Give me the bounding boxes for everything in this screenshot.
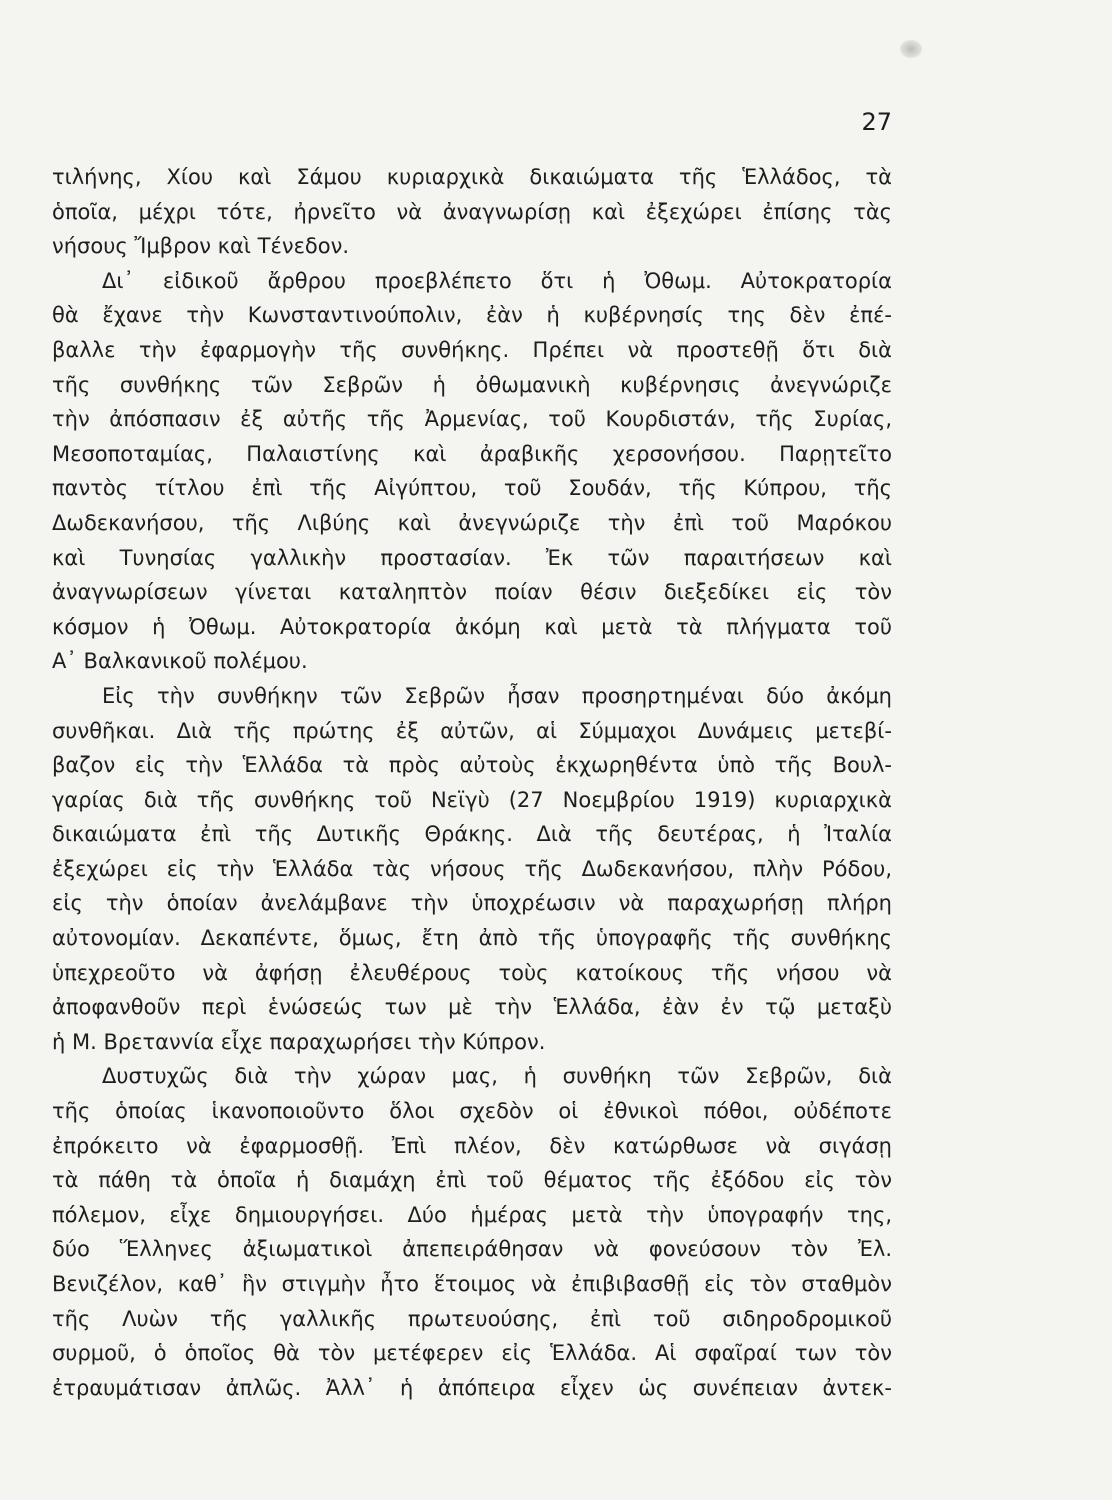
text-line: δικαιώματα ἐπὶ τῆς Δυτικῆς Θράκης. Διὰ τῆς δευτέρας, ἡ Ἰταλία	[52, 822, 892, 847]
text-line: εἰς τὴν ὁποίαν ἀνελάμβανε τὴν ὑποχρέωσιν νὰ παραχωρήσῃ πλήρη	[52, 891, 892, 916]
body-text	[52, 160, 892, 1405]
text-line: γαρίας διὰ τῆς συνθήκης τοῦ Νεϊγὺ (27 Νοεμβρίου 1919) κυριαρχικὰ	[52, 787, 892, 812]
text-line: συνθῆκαι. Διὰ τῆς πρώτης ἐξ αὐτῶν, αἱ Σύμμαχοι Δυνάμεις μετεβί-	[52, 718, 892, 743]
text-line: ἡ Μ. Βρετανvία εἶχε παραχωρήσει τὴν Κύπρον.	[52, 1029, 546, 1054]
text-line: ἐτραυμάτισαν ἀπλῶς. Ἀλλ᾽ ἡ ἀπόπειρα εἶχεν ὡς συνέπειαν ἀντεκ-	[52, 1375, 892, 1400]
text-line: ἀποφανθοῦν περὶ ἑνώσεώς των μὲ τὴν Ἑλλάδα, ἐὰν ἐν τῷ μεταξὺ	[52, 995, 892, 1020]
text-line: Εἰς τὴν συνθήκην τῶν Σεβρῶν ἦσαν προσηρτημέναι δύο ἀκόμη	[102, 683, 892, 708]
text-line: συρμοῦ, ὁ ὁποῖος θὰ τὸν μετέφερεν εἰς Ἑλλάδα. Αἱ σφαῖραί των τὸν	[52, 1341, 892, 1366]
text-line: τῆς συνθήκης τῶν Σεβρῶν ἡ ὀθωμανικὴ κυβέρνησις ἀνεγνώριζε	[52, 372, 892, 397]
text-line: Δυστυχῶς διὰ τὴν χώραν μας, ἡ συνθήκη τῶν Σεβρῶν, διὰ	[102, 1064, 892, 1089]
text-line: Δωδεκανήσου, τῆς Λιβύης καὶ ἀνεγνώριζε τὴν ἐπὶ τοῦ Μαρόκου	[52, 510, 892, 535]
paper-smudge	[900, 40, 922, 58]
text-line: τὴν ἀπόσπασιν ἐξ αὐτῆς τῆς Ἀρμενίας, τοῦ Κουρδιστάν, τῆς Συρίας,	[52, 407, 892, 432]
text-line: πόλεμον, εἶχε δημιουργήσει. Δύο ἡμέρας μετὰ τὴν ὑπογραφήν της,	[52, 1202, 892, 1227]
text-line: τὰ πάθη τὰ ὁποῖα ἡ διαμάχη ἐπὶ τοῦ θέματος τῆς ἐξόδου εἰς τὸν	[52, 1168, 892, 1193]
text-line: βαζον εἰς τὴν Ἑλλάδα τὰ πρὸς αὐτοὺς ἐκχωρηθέντα ὑπὸ τῆς Βουλ-	[52, 753, 892, 778]
text-line: ἀναγνωρίσεων γίνεται καταληπτὸν ποίαν θέσιν διεξεδίκει εἰς τὸν	[52, 580, 892, 605]
text-line: κόσμον ἡ Ὀθωμ. Αὐτοκρατορία ἀκόμη καὶ μετὰ τὰ πλήγματα τοῦ	[52, 614, 892, 639]
text-line: ὁποῖα, μέχρι τότε, ἠρνεῖτο νὰ ἀναγνωρίσῃ καὶ ἐξεχώρει ἐπίσης τὰς	[52, 199, 892, 224]
text-line: Βενιζέλον, καθ᾽ ἣν στιγμὴν ἦτο ἕτοιμος νὰ ἐπιβιβασθῇ εἰς τὸν σταθμὸν	[52, 1272, 892, 1296]
text-line: τῆς Λυὼν τῆς γαλλικῆς πρωτευούσης, ἐπὶ τοῦ σιδηροδρομικοῦ	[52, 1306, 892, 1331]
text-line: ὑπεχρεοῦτο νὰ ἀφήσῃ ἐλευθέρους τοὺς κατοίκους τῆς νήσου νὰ	[52, 960, 892, 985]
text-line: ἐπρόκειτο νὰ ἐφαρμοσθῇ. Ἐπὶ πλέον, δὲν κατώρθωσε νὰ σιγάσῃ	[52, 1133, 892, 1158]
text-line: βαλλε τὴν ἐφαρμογὴν τῆς συνθήκης. Πρέπει νὰ προστεθῇ ὅτι διὰ	[52, 337, 892, 362]
text-line: τῆς ὁποίας ἱκανοποιοῦντο ὅλοι σχεδὸν οἱ ἐθνικοὶ πόθοι, οὐδέποτε	[52, 1099, 892, 1124]
text-line: Α᾽ Βαλκανικοῦ πολέμου.	[52, 649, 308, 674]
text-line: αὐτονομίαν. Δεκαπέντε, ὅμως, ἔτη ἀπὸ τῆς ὑπογραφῆς τῆς συνθήκης	[52, 926, 892, 951]
text-line: τιλήνης, Χίου καὶ Σάμου κυριαρχικὰ δικαιώματα τῆς Ἑλλάδος, τὰ	[52, 165, 892, 189]
text-line: ἐξεχώρει εἰς τὴν Ἑλλάδα τὰς νήσους τῆς Δωδεκανήσου, πλὴν Ρόδου,	[52, 856, 892, 881]
text-line: Μεσοποταμίας, Παλαιστίνης καὶ ἀραβικῆς χερσονήσου. Παρῃτεῖτο	[52, 441, 892, 466]
text-line: καὶ Τυνησίας γαλλικὴν προστασίαν. Ἐκ τῶν παραιτήσεων καὶ	[52, 545, 892, 570]
text-line: θὰ ἔχανε τὴν Κωνσταντινούπολιν, ἐὰν ἡ κυβέρνησίς της δὲν ἐπέ-	[52, 303, 892, 328]
page-number: 27	[861, 108, 892, 136]
text-line: νήσους Ἴμβρον καὶ Τένεδον.	[52, 234, 350, 259]
text-line: παντὸς τίτλου ἐπὶ τῆς Αἰγύπτου, τοῦ Σουδάν, τῆς Κύπρου, τῆς	[52, 476, 892, 501]
text-line: δύο Ἕλληνες ἀξιωματικοὶ ἀπεπειράθησαν νὰ φονεύσουν τὸν Ἐλ.	[52, 1237, 892, 1262]
text-line: Δι᾽ εἰδικοῦ ἄρθρου προεβλέπετο ὅτι ἡ Ὀθωμ. Αὐτοκρατορία	[102, 268, 892, 293]
